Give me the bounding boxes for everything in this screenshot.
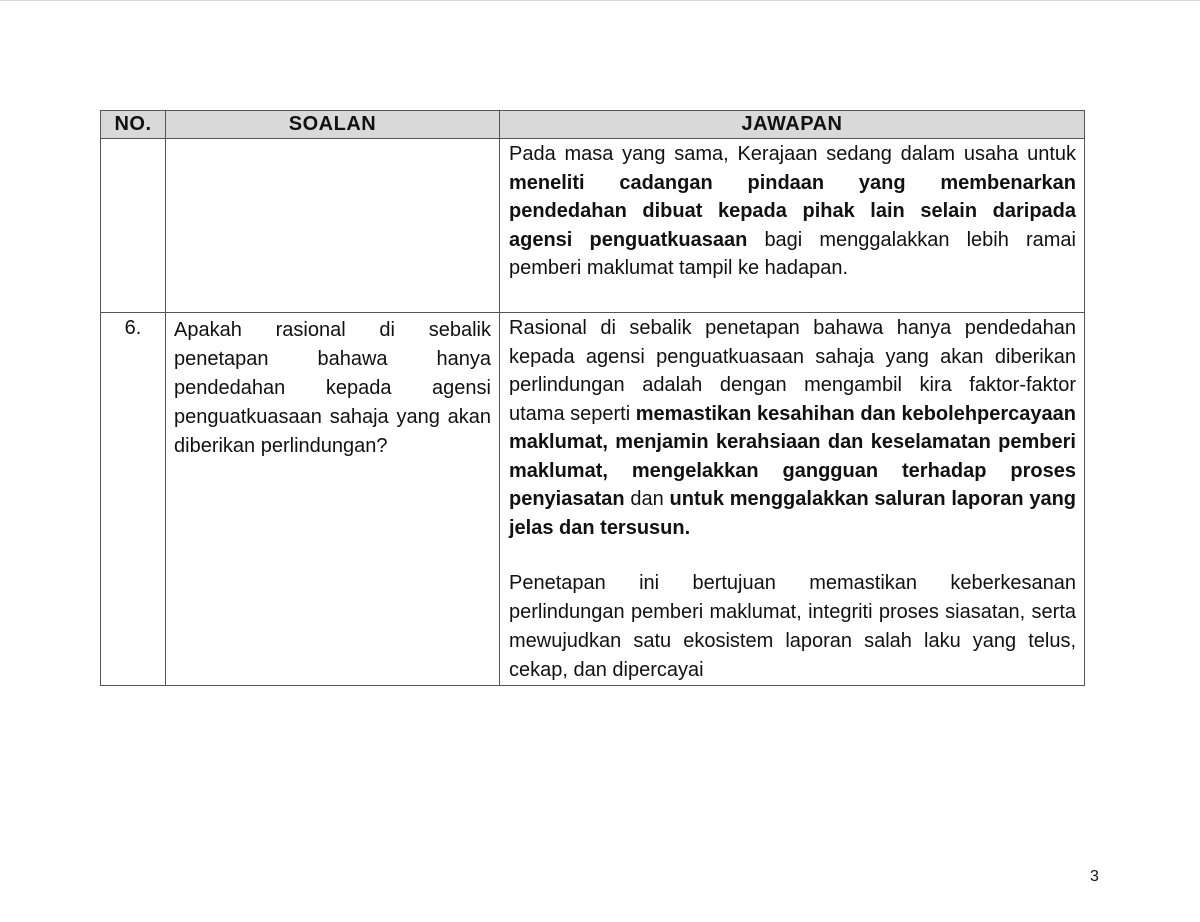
table-header-row xyxy=(101,111,1085,139)
qa-table xyxy=(100,110,1085,686)
page-top-border xyxy=(0,0,1200,1)
page-number: 3 xyxy=(1090,868,1099,885)
row-number: 6. xyxy=(101,313,166,686)
answer-bold-text: memastikan kesahihan dan kebolehpercayaan maklumat xyxy=(509,402,1076,453)
answer-paragraph: Penetapan ini bertujuan memastikan keberkesanan perlindungan pemberi maklumat, integriti proses siasatan, serta mewujudkan satu ekosistem laporan salah laku yang telus, cekap, dan dipercayai xyxy=(509,572,1076,681)
answer-text: bagi menggalakkan lebih ramai pemberi maklumat tampil ke hadapan. xyxy=(509,228,1076,279)
header-jawapan: JAWAPAN xyxy=(500,111,1085,139)
question-cell: Apakah rasional di sebalik penetapan bahawa hanya pendedahan kepada agensi penguatkuasaan sahaja yang akan diberikan perlindungan? xyxy=(166,313,500,686)
answer-bold-text: untuk menggalakkan saluran laporan yang jelas dan tersusun. xyxy=(509,488,1077,539)
answer-cell xyxy=(500,139,1085,313)
table-row xyxy=(101,313,1085,686)
answer-cell xyxy=(500,313,1085,686)
row-number xyxy=(101,139,166,313)
answer-text: Pada masa yang sama, Kerajaan sedang dalam usaha untuk xyxy=(509,143,1076,165)
answer-paragraph xyxy=(509,140,1076,283)
answer-paragraph xyxy=(509,314,1076,542)
header-no: NO. xyxy=(101,111,166,139)
answer-bold-text: menjamin kerahsiaan dan keselamatan pemberi maklumat, mengelakkan gangguan terhadap proses penyiasatan xyxy=(509,431,1076,510)
table-row xyxy=(101,139,1085,313)
header-soalan: SOALAN xyxy=(166,111,500,139)
answer-text: Rasional di sebalik penetapan bahawa hanya pendedahan kepada agensi penguatkuasaan sahaja yang akan diberikan perlindungan adalah dengan mengambil kira faktor-faktor utama seperti xyxy=(509,317,1076,425)
answer-text: dan xyxy=(624,488,670,510)
question-cell xyxy=(166,139,500,313)
answer-text: , xyxy=(602,431,616,453)
answer-bold-text: meneliti cadangan pindaan yang membenarkan pendedahan dibuat kepada pihak lain selain daripada agensi penguatkuasaan xyxy=(509,171,1076,251)
